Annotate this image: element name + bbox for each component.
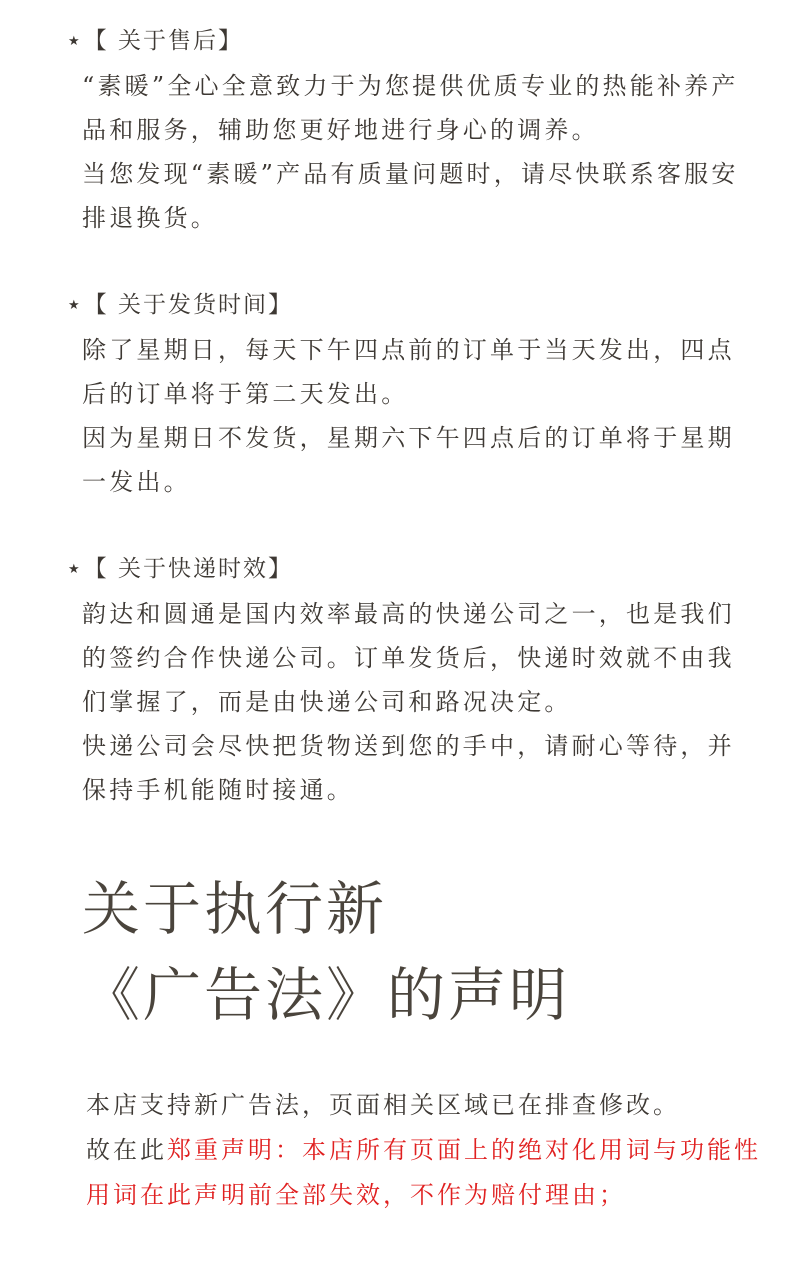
statement-line-2-prefix: 故在此 [86, 1136, 167, 1164]
delivery-timeliness-paragraph-1: 韵达和圆通是国内效率最高的快递公司之一，也是我们的签约合作快递公司。订单发货后，快递时效就不由我们掌握了，而是由快递公司和路况决定。 [82, 600, 735, 716]
heading-after-sales [68, 26, 243, 57]
shipping-time-paragraph-2: 因为星期日不发货，星期六下午四点后的订单将于星期一发出。 [82, 424, 735, 496]
star-icon: ★ [68, 562, 82, 577]
statement-body [86, 1083, 766, 1218]
heading-delivery-timeliness-label: 【 关于快递时效】 [83, 556, 293, 582]
statement-emphasis: 郑重声明：本店所有页面上的绝对化用词与功能性用词在此声明前全部失效，不作为赔付理由； [86, 1136, 761, 1209]
star-icon: ★ [68, 298, 82, 313]
shipping-time-body [82, 328, 754, 504]
advertising-law-statement-title [82, 866, 570, 1038]
statement-title-line-2: 《广告法》的声明 [82, 961, 571, 1029]
statement-line-2 [86, 1128, 766, 1218]
delivery-timeliness-paragraph-2: 快递公司会尽快把货物送到您的手中，请耐心等待，并保持手机能随时接通。 [82, 732, 735, 804]
statement-title-line-1: 关于执行新 [82, 875, 388, 943]
after-sales-paragraph-1: “素暖”全心全意致力于为您提供优质专业的热能补养产品和服务，辅助您更好地进行身心的调养。 [82, 72, 739, 144]
delivery-timeliness-body [82, 592, 754, 812]
shipping-time-paragraph-1: 除了星期日，每天下午四点前的订单于当天发出，四点后的订单将于第二天发出。 [82, 336, 735, 408]
star-icon: ★ [68, 34, 82, 49]
heading-shipping-time [68, 290, 293, 321]
after-sales-body [82, 64, 754, 240]
heading-after-sales-label: 【 关于售后】 [83, 28, 243, 54]
heading-shipping-time-label: 【 关于发货时间】 [83, 292, 293, 318]
statement-line-1: 本店支持新广告法，页面相关区域已在排查修改。 [86, 1091, 680, 1119]
after-sales-paragraph-2: 当您发现“素暖”产品有质量问题时，请尽快联系客服安排退换货。 [82, 160, 739, 232]
heading-delivery-timeliness [68, 554, 293, 585]
